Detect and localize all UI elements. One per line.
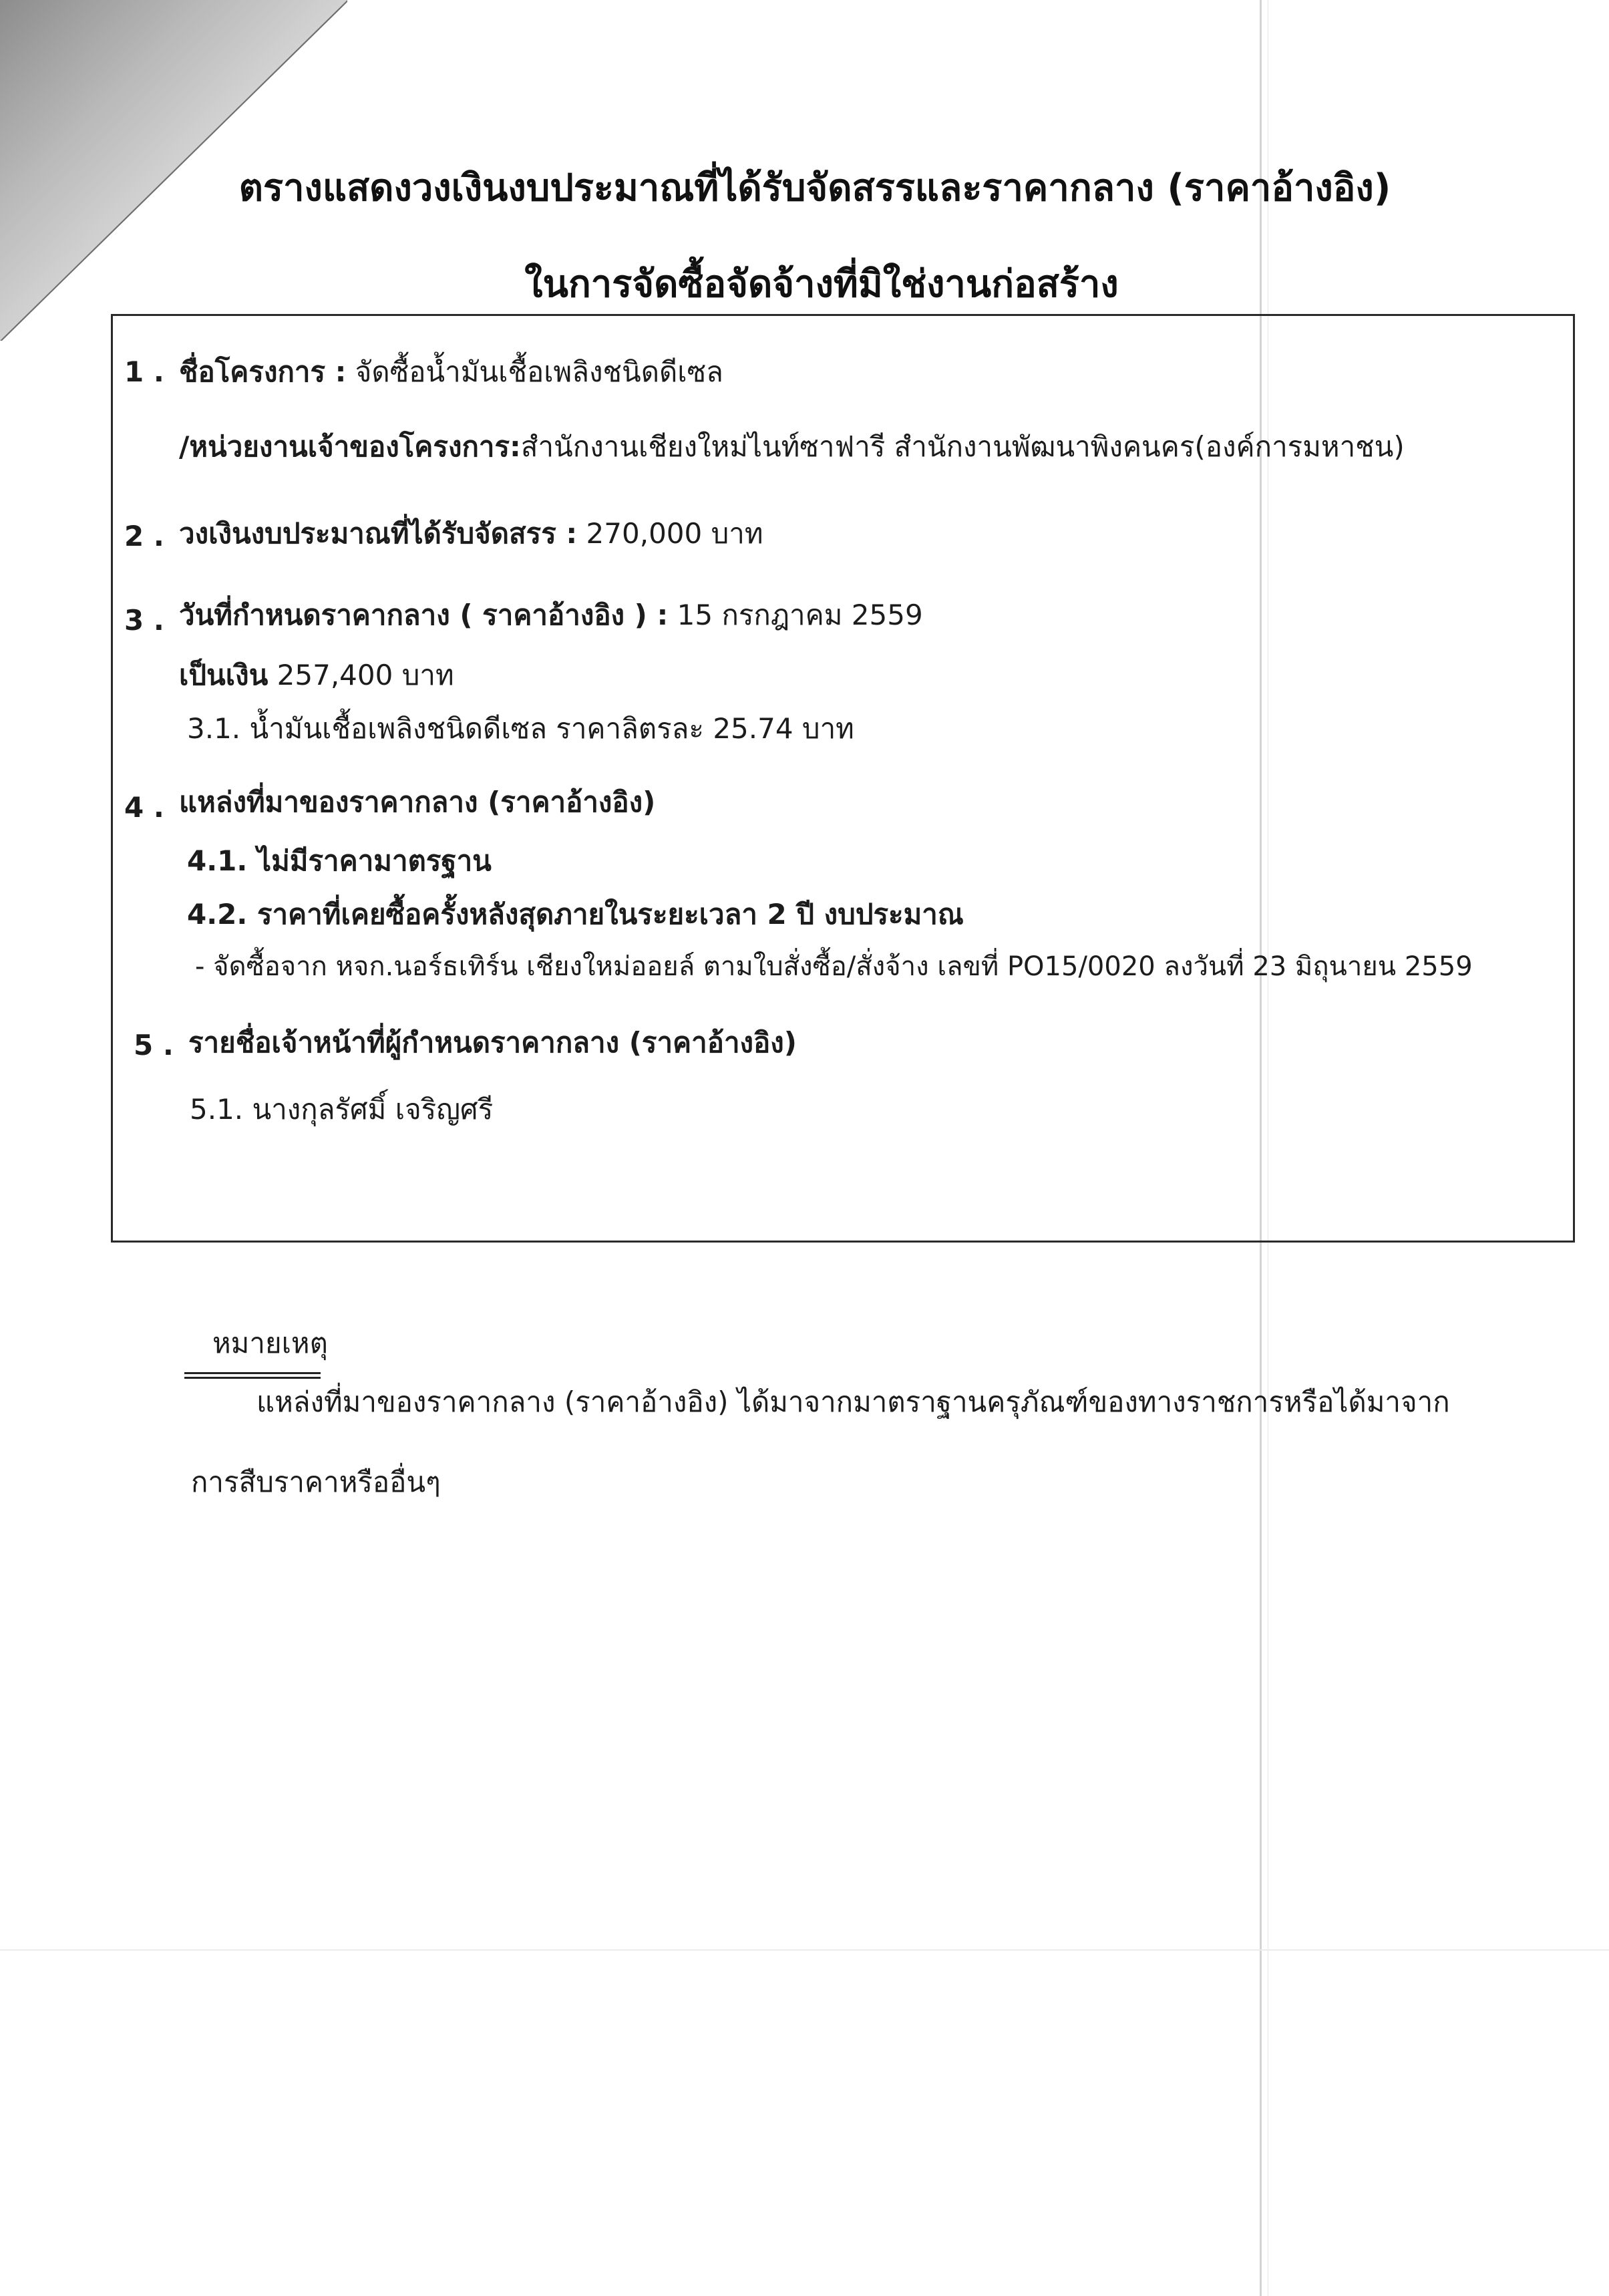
item-3-amount-label: เป็นเงิน <box>179 659 269 691</box>
item-3-amount <box>179 653 454 697</box>
note-line-2: การสืบราคาหรืออื่นๆ <box>191 1466 441 1498</box>
item-3-label: วันที่กำหนดราคากลาง ( ราคาอ้างอิง ) : <box>179 599 669 631</box>
item-4-sub-2: 4.2. ราคาที่เคยซื้อครั้งหลังสุดภายในระยะเวลา 2 ปี งบประมาณ <box>187 898 964 931</box>
item-3-value: 15 กรกฎาคม 2559 <box>668 599 923 631</box>
item-2-number: 2 . <box>124 520 164 552</box>
item-1-agency <box>179 425 1405 469</box>
item-4-detail: - จัดซื้อจาก หจก.นอร์ธเทิร์น เชียงใหม่ออยล์ ตามใบสั่งซื้อ/สั่งจ้าง เลขที่ PO15/0020 ลงวันที่ 23 มิถุนายน 2559 <box>195 951 1473 982</box>
item-2-label: วงเงินงบประมาณที่ได้รับจัดสรร : <box>179 517 578 550</box>
item-4-number: 4 . <box>124 791 164 824</box>
note-heading: หมายเหตุ <box>212 1327 328 1359</box>
item-1-project <box>179 350 723 394</box>
item-5-sub-1: 5.1. นางกุลรัศมิ์ เจริญศรี <box>190 1093 494 1126</box>
note-line-1: แหล่งที่มาของราคากลาง (ราคาอ้างอิง) ได้มาจากมาตราฐานครุภัณฑ์ของทางราชการหรือได้มาจาก <box>256 1385 1450 1418</box>
item-1-agency-value: สำนักงานเชียงใหม่ไนท์ซาฟารี สำนักงานพัฒนาพิงคนคร(องค์การมหาชน) <box>520 430 1405 463</box>
item-4-label: แหล่งที่มาของราคากลาง (ราคาอ้างอิง) <box>179 786 656 818</box>
item-1-value: จัดซื้อน้ำมันเชื้อเพลิงชนิดดีเซล <box>346 355 723 388</box>
item-3-number: 3 . <box>124 604 164 637</box>
item-1-label: ชื่อโครงการ : <box>179 355 347 388</box>
item-5-number: 5 . <box>134 1029 174 1061</box>
item-4-sub-1: 4.1. ไม่มีราคามาตรฐาน <box>187 844 492 877</box>
item-2-value: 270,000 บาท <box>577 517 763 550</box>
item-1-agency-label: /หน่วยงานเจ้าของโครงการ: <box>179 430 521 463</box>
note-double-underline <box>184 1372 321 1379</box>
document-subtitle: ในการจัดซื้อจัดจ้างที่มิใช่งานก่อสร้าง <box>524 263 1119 306</box>
item-3-sub-1: 3.1. น้ำมันเชื้อเพลิงชนิดดีเซล ราคาลิตรละ 25.74 บาท <box>187 712 854 745</box>
document-title: ตรางแสดงวงเงินงบประมาณที่ได้รับจัดสรรและราคากลาง (ราคาอ้างอิง) <box>238 166 1391 210</box>
item-2-budget <box>179 512 763 556</box>
item-3-amount-value: 257,400 บาท <box>268 659 454 691</box>
item-5-label: รายชื่อเจ้าหน้าที่ผู้กำหนดราคากลาง (ราคาอ้างอิง) <box>188 1026 797 1059</box>
item-1-number: 1 . <box>124 355 164 388</box>
scan-artifact-horizontal <box>0 1949 1609 1951</box>
item-3-date <box>179 593 923 637</box>
